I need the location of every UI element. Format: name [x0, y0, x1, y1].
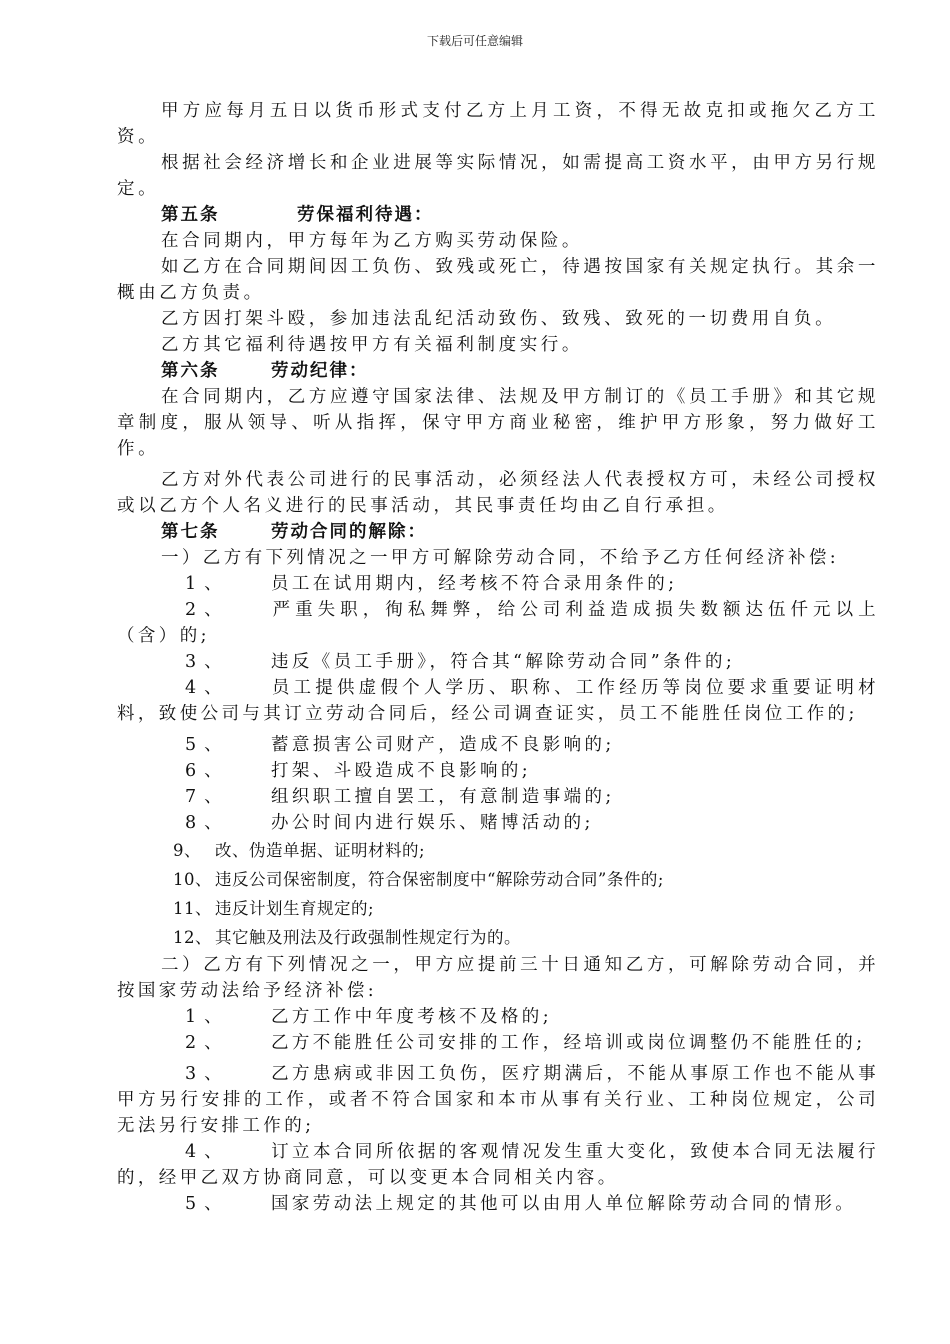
clause-number: 7、: [185, 787, 230, 807]
clause-item: [117, 758, 879, 784]
article-number: 第六条: [161, 361, 220, 381]
clause-text: 乙方工作中年度考核不及格的;: [271, 1007, 552, 1027]
clause-number: 1、: [185, 1007, 230, 1027]
clause-item: [117, 732, 879, 758]
clause-number: 1、: [185, 574, 230, 594]
clause-text: 违反计划生育规定的;: [215, 899, 375, 918]
clause-number: 2、: [185, 1033, 230, 1053]
clause-number: 5、: [185, 1194, 230, 1214]
paragraph: 乙方因打架斗殴，参加违法乱纪活动致伤、致残、致死的一切费用自负。: [161, 309, 837, 329]
clause-item: [117, 923, 879, 952]
clause-item: [117, 1030, 879, 1056]
clause-text: 违反公司保密制度，符合保密制度中“解除劳动合同”条件的;: [215, 870, 664, 889]
paragraph: 如乙方在合同期间因工负伤、致残或死亡，待遇按国家有关规定执行。其余一概由乙方负责。: [117, 257, 879, 303]
clause-number: 2、: [185, 600, 230, 620]
paragraph: 根据社会经济增长和企业进展等实际情况，如需提高工资水平，由甲方另行规定。: [117, 153, 879, 199]
paragraph: 甲方应每月五日以货币形式支付乙方上月工资，不得无故克扣或拖欠乙方工资。: [117, 101, 879, 147]
clause-item: [117, 1004, 879, 1030]
clause-text: 乙方患病或非因工负伤，医疗期满后，不能从事原工作也不能从事甲方另行安排的工作，或者不符合国家和本市从事有关行业、工种岗位规定，公司无法另行安排工作的;: [117, 1064, 879, 1136]
paragraph: 乙方其它福利待遇按甲方有关福利制度实行。: [161, 335, 583, 355]
clause-text: 改、伪造单据、证明材料的;: [215, 841, 426, 860]
clause-text: 办公时间内进行娱乐、赌博活动的;: [271, 813, 594, 833]
clause-item: [117, 810, 879, 836]
paragraph: 在合同期内，乙方应遵守国家法律、法规及甲方制订的《员工手册》和其它规章制度，服从领导、听从指挥，保守甲方商业秘密，维护甲方形象，努力做好工作。: [117, 387, 879, 459]
paragraph: 在合同期内，甲方每年为乙方购买劳动保险。: [161, 231, 583, 251]
clause-item: [117, 865, 879, 894]
section-heading: 一）乙方有下列情况之一甲方可解除劳动合同，不给予乙方任何经济补偿:: [161, 548, 840, 568]
article-title: 劳保福利待遇：: [297, 205, 434, 225]
clause-item: [117, 597, 879, 649]
clause-number: 8、: [185, 813, 230, 833]
clause-number: 11、: [173, 899, 212, 918]
clause-item: [117, 649, 879, 675]
clause-text: 打架、斗殴造成不良影响的;: [271, 761, 532, 781]
article-heading: [117, 358, 879, 384]
clause-number: 3、: [185, 652, 230, 672]
clause-list: [117, 571, 879, 836]
clause-text: 乙方不能胜任公司安排的工作，经培训或岗位调整仍不能胜任的;: [271, 1033, 866, 1053]
clause-text: 国家劳动法上规定的其他可以由用人单位解除劳动合同的情形。: [271, 1194, 857, 1214]
clause-text: 严重失职，徇私舞弊，给公司利益造成损失数额达伍仟元以上（含）的;: [117, 600, 879, 646]
article-title: 劳动纪律：: [271, 361, 369, 381]
paragraph: 乙方对外代表公司进行的民事活动，必须经法人代表授权方可，未经公司授权或以乙方个人名义进行的民事活动，其民事责任均由乙自行承担。: [117, 470, 879, 516]
article-number: 第七条: [161, 522, 220, 542]
clause-text: 组织职工擅自罢工，有意制造事端的;: [271, 787, 615, 807]
clause-text: 员工在试用期内，经考核不符合录用条件的;: [271, 574, 678, 594]
clause-number: 4、: [185, 1142, 230, 1162]
clause-text: 员工提供虚假个人学历、职称、工作经历等岗位要求重要证明材料，致使公司与其订立劳动合同后，经公司调查证实，员工不能胜任岗位工作的;: [117, 678, 879, 724]
clause-text: 其它触及刑法及行政强制性规定行为的。: [215, 928, 521, 947]
clause-item: [117, 1139, 879, 1191]
clause-text: 违反《员工手册》，符合其“解除劳动合同”条件的;: [271, 652, 736, 672]
clause-number: 10、: [173, 870, 212, 889]
article-number: 第五条: [161, 205, 220, 225]
clause-item: [117, 1061, 879, 1139]
clause-item: [117, 894, 879, 923]
clause-text: 订立本合同所依据的客观情况发生重大变化，致使本合同无法履行的，经甲乙双方协商同意，可以变更本合同相关内容。: [117, 1142, 879, 1188]
clause-list: [117, 836, 879, 952]
clause-number: 6、: [185, 761, 230, 781]
clause-number: 9、: [173, 841, 201, 860]
clause-item: [117, 836, 879, 865]
section-heading: 二）乙方有下列情况之一，甲方应提前三十日通知乙方，可解除劳动合同，并按国家劳动法给予经济补偿:: [117, 955, 879, 1001]
article-title: 劳动合同的解除：: [271, 522, 427, 542]
clause-number: 3、: [185, 1064, 230, 1084]
article-heading: [117, 519, 879, 545]
clause-item: [117, 784, 879, 810]
clause-number: 12、: [173, 928, 212, 947]
clause-item: [117, 571, 879, 597]
clause-text: 蓄意损害公司财产，造成不良影响的;: [271, 735, 615, 755]
page-header: 下载后可任意编辑: [426, 34, 523, 48]
clause-item: [117, 675, 879, 727]
document-body: [117, 98, 879, 1217]
clause-list: [117, 1004, 879, 1217]
clause-item: [117, 1191, 879, 1217]
clause-number: 5、: [185, 735, 230, 755]
clause-number: 4、: [185, 678, 230, 698]
article-heading: [117, 202, 879, 228]
